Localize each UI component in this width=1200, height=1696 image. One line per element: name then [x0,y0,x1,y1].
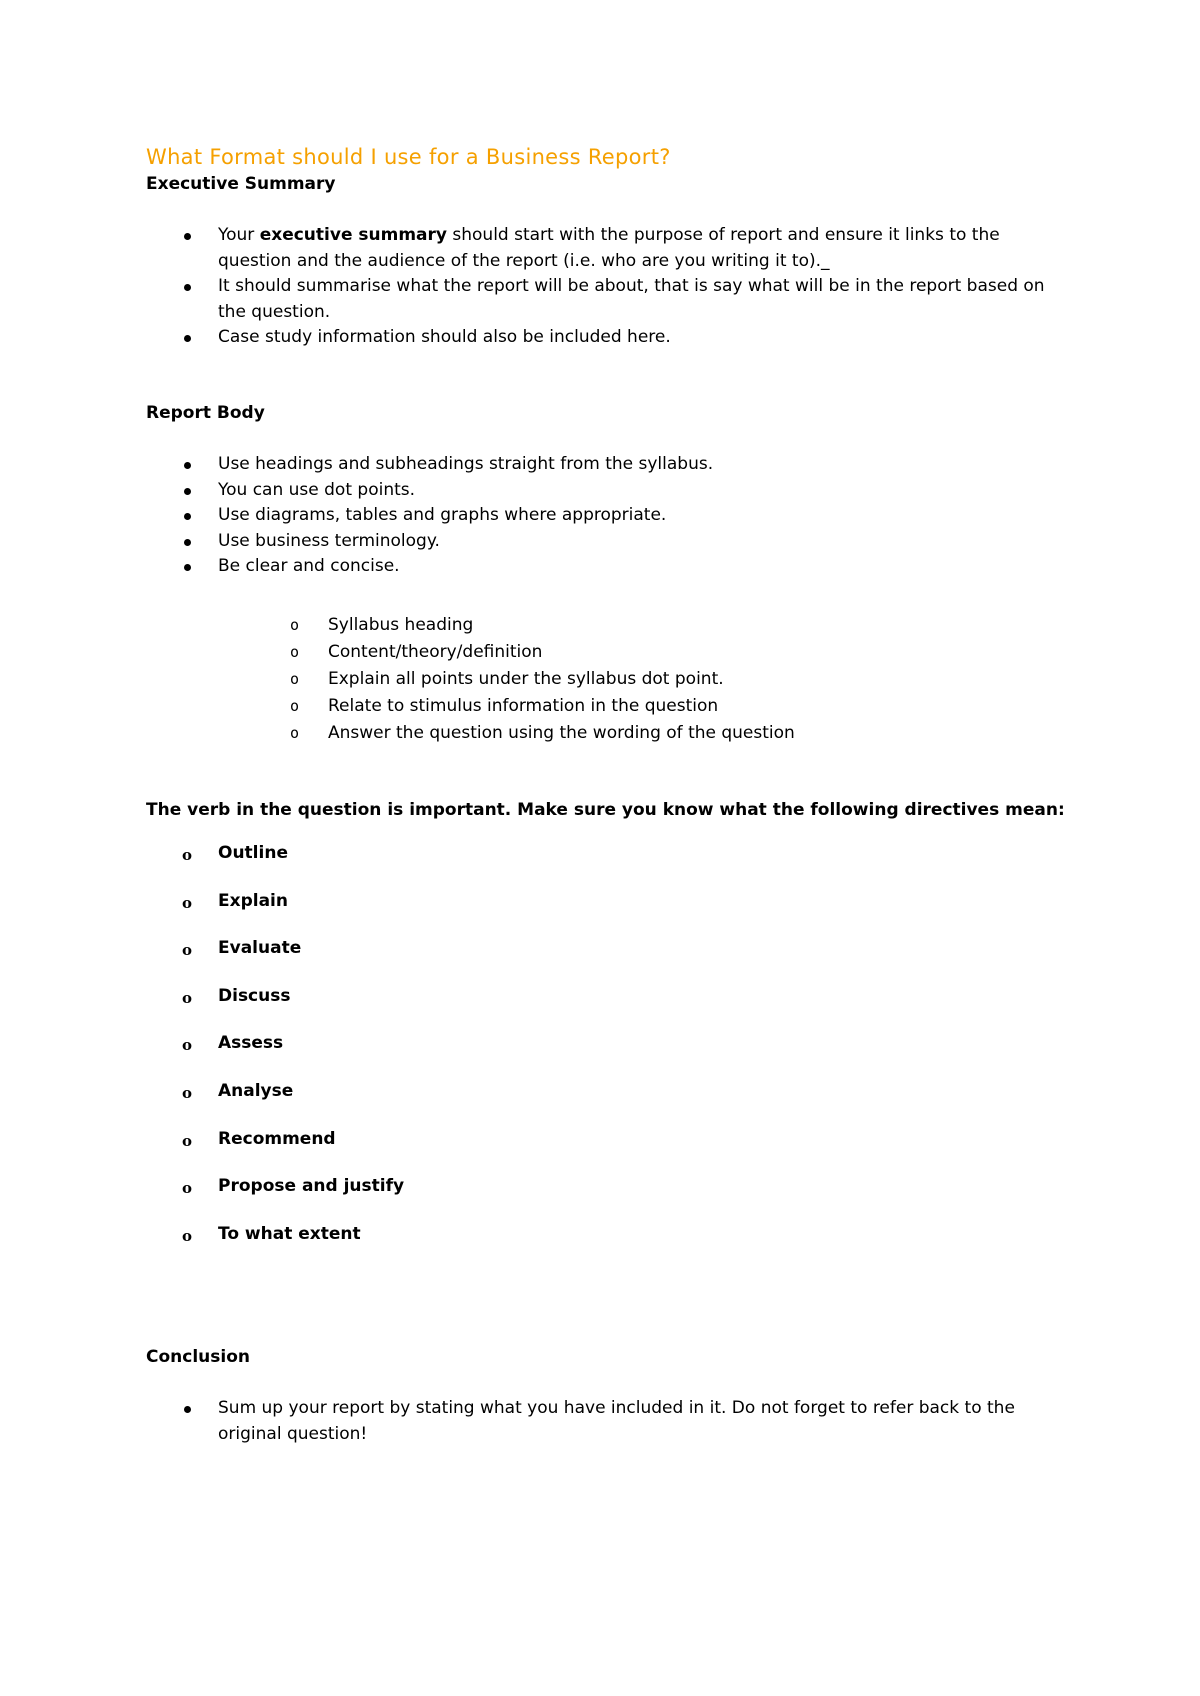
conclusion-list [146,1396,1046,1447]
report-body-heading: Report Body [146,403,265,423]
circle-bullet-icon: o [182,1036,193,1055]
bullet-icon [184,1406,191,1413]
list-item-text: You can use dot points. [218,479,416,500]
sub-list-item [290,666,990,693]
list-item [146,1396,1046,1447]
directive-item [182,1174,782,1222]
circle-bullet-icon: o [290,643,300,661]
directive-item [182,936,782,984]
list-item [146,223,1046,274]
list-item-text: It should summarise what the report will be about, that is say what will be in the report based on the question. [218,276,1045,322]
circle-bullet-icon: o [182,1131,193,1150]
list-item [146,554,1046,580]
list-item-text: Be clear and concise. [218,556,400,576]
page-title: What Format should I use for a Business Report? [146,145,671,169]
list-item [146,274,1046,325]
circle-bullet-icon: o [182,988,193,1007]
bullet-icon [184,284,191,291]
list-item-text: should start with the purpose of report and ensure it links to the question and the audience of the report (i.e. who are you writing it to)._ [218,225,1000,271]
list-item-text: Case study information should also be included here. [218,327,671,347]
list-item [146,325,1046,351]
circle-bullet-icon: o [182,893,193,912]
directive-item [182,1127,782,1175]
circle-bullet-icon: o [290,616,300,634]
executive-summary-list [146,223,1046,351]
directives-intro: The verb in the question is important. Make sure you know what the following directives mean: [146,800,1065,820]
bullet-icon [184,564,191,571]
executive-summary-heading: Executive Summary [146,174,336,194]
circle-bullet-icon: o [290,697,300,715]
directive-label: Evaluate [218,938,302,959]
bullet-icon [184,539,191,546]
bullet-icon [184,513,191,520]
circle-bullet-icon: o [182,1083,193,1102]
sub-list-item [290,720,990,747]
list-item [146,503,1046,529]
directive-label: Propose and justify [218,1176,405,1197]
directive-label: Recommend [218,1128,336,1149]
directive-item [182,841,782,889]
list-item-text: Use diagrams, tables and graphs where appropriate. [218,505,667,525]
directive-item [182,1079,782,1127]
list-item-text: Your [218,225,260,245]
sub-list-item-text: Content/theory/definition [328,642,543,662]
circle-bullet-icon: o [182,1179,193,1198]
list-item-text: Use business terminology. [218,530,440,551]
directives-list [182,841,782,1269]
directive-item [182,1031,782,1079]
circle-bullet-icon: o [290,670,300,688]
directive-label: Analyse [218,1080,294,1101]
directive-item [182,889,782,937]
circle-bullet-icon: o [182,941,193,960]
report-body-list [146,452,1046,580]
sub-list-item-text: Relate to stimulus information in the question [328,696,719,716]
sub-list-item [290,693,990,720]
circle-bullet-icon: o [182,846,193,864]
directive-label: Discuss [218,985,291,1006]
directive-label: Assess [218,1033,284,1054]
list-item-text: Use headings and subheadings straight from the syllabus. [218,454,714,474]
report-body-sublist [290,612,990,747]
directive-label: Explain [218,890,288,911]
list-item [146,529,1046,555]
bullet-icon [184,488,191,495]
directive-item [182,984,782,1032]
sub-list-item-text: Answer the question using the wording of the question [328,723,795,743]
sub-list-item [290,639,990,666]
sub-list-item-text: Syllabus heading [328,615,474,635]
directive-label: To what extent [218,1223,361,1244]
directive-item [182,1222,782,1270]
sub-list-item [290,612,990,639]
circle-bullet-icon: o [290,724,300,742]
list-item-bold-text: executive summary [259,225,447,245]
bullet-icon [184,462,191,469]
circle-bullet-icon: o [182,1226,193,1245]
list-item [146,478,1046,504]
directive-label: Outline [218,843,288,863]
list-item-text: Sum up your report by stating what you have included in it. Do not forget to refer back to the original question! [218,1398,1015,1444]
list-item [146,452,1046,478]
bullet-icon [184,233,191,240]
bullet-icon [184,335,191,342]
sub-list-item-text: Explain all points under the syllabus dot point. [328,669,724,689]
conclusion-heading: Conclusion [146,1347,250,1367]
